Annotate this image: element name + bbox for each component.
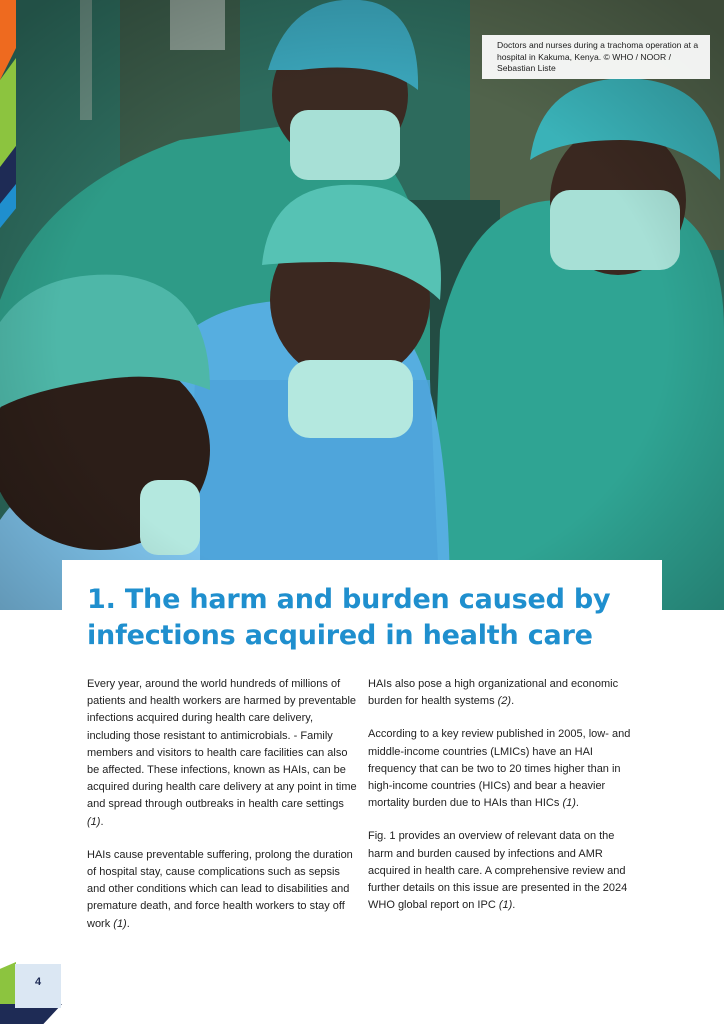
body-column-right <box>368 676 640 930</box>
body-column-left <box>87 676 359 949</box>
paragraph: According to a key review published in 2005, low- and middle-income countries (LMICs) have an HAI frequency that can be two to 20 times higher than in high-income countries (HICs) and bear a heavier mortality burden due to HAIs than HICs (1). <box>368 728 631 810</box>
paragraph: HAIs cause preventable suffering, prolong the duration of hospital stay, cause complications such as sepsis and other conditions which can lead to disabilities and premature death, and force health workers to stay off work (1). <box>87 848 353 930</box>
paragraph: Fig. 1 provides an overview of relevant data on the harm and burden caused by infections and AMR acquired in health care. A comprehensive review and further details on this issue are presented in the 2024 WHO global report on IPC (1). <box>368 830 628 912</box>
paragraph: Every year, around the world hundreds of millions of patients and health workers are harmed by preventable infections acquired during health care delivery, including those resistant to antimicrobials. - Family members and visitors to health care facilities can also be affected. These infections, known as HAIs, can be acquired during health care delivery at any point in time and spread through outbreaks in health care settings (1). <box>87 678 357 828</box>
citation: (1) <box>562 797 576 810</box>
section-title: 1. The harm and burden caused by infections acquired in health care <box>87 584 611 651</box>
footer-stripe-green <box>0 962 16 1008</box>
page-number: 4 <box>34 976 42 988</box>
citation: (1) <box>87 815 101 828</box>
paragraph: HAIs also pose a high organizational and economic burden for health systems (2). <box>368 678 619 708</box>
citation: (1) <box>113 917 127 930</box>
photo-caption: Doctors and nurses during a trachoma operation at a hospital in Kakuma, Kenya. © WHO / NOOR / Sebastian Liste <box>482 35 710 79</box>
citation: (1) <box>498 899 513 912</box>
citation: (2) <box>497 695 512 708</box>
